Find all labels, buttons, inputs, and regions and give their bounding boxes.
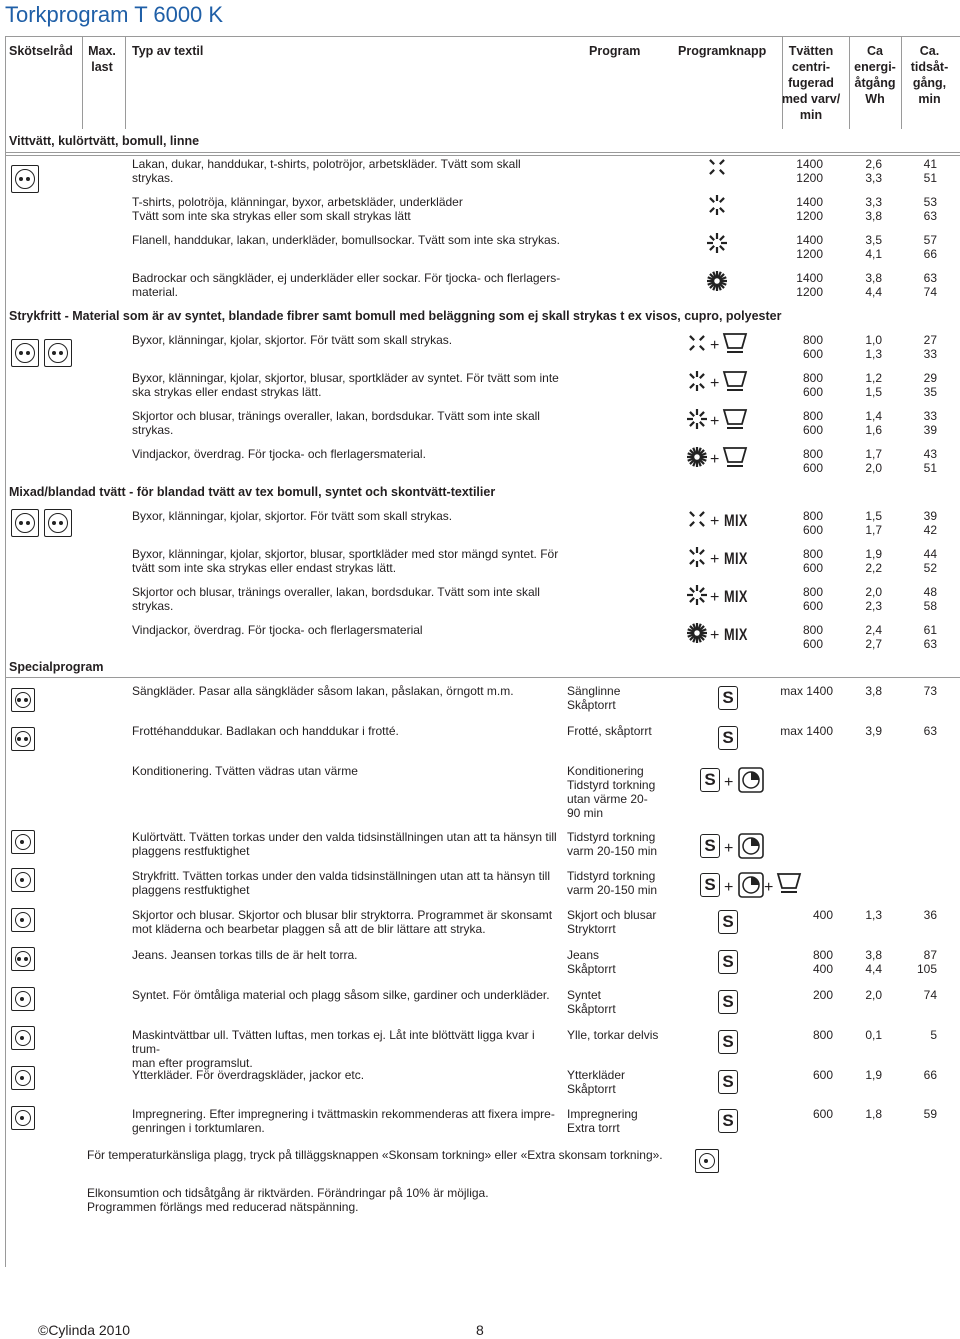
plus-sign: + bbox=[710, 513, 720, 530]
program-name: Tidstyrd torkning varm 20-150 min bbox=[567, 869, 658, 897]
extra-dry-icon bbox=[684, 446, 710, 468]
footer-copyright: ©Cylinda 2010 bbox=[38, 1322, 131, 1338]
section-mixed: Mixad/blandad tvätt - för blandad tvätt av tex bomull, syntet och skontvätt-textilier bbox=[9, 485, 496, 499]
plus-sign: + bbox=[724, 840, 734, 857]
cupboard-dry-icon bbox=[684, 584, 710, 606]
program-name: Ylle, torkar delvis bbox=[567, 1028, 659, 1042]
mix-button-label: MIX bbox=[724, 625, 748, 644]
energy-kwh: 1,5 1,7 bbox=[865, 509, 882, 537]
plus-sign: + bbox=[710, 589, 720, 606]
header-energy: Ca energi- åtgång Wh bbox=[854, 44, 896, 106]
time-min: 57 66 bbox=[923, 233, 937, 261]
program-name: Jeans Skåptorrt bbox=[567, 948, 616, 976]
energy-kwh: 1,9 2,2 bbox=[865, 547, 882, 575]
tumble-dry-normal-icon bbox=[44, 339, 72, 367]
textile-description: Byxor, klänningar, kjolar, skjortor. För tvätt som skall strykas. bbox=[132, 333, 453, 347]
spin-rpm: 1400 1200 bbox=[796, 157, 823, 185]
special-button-icon: S bbox=[700, 873, 720, 897]
tumble-dry-low-icon bbox=[11, 908, 35, 932]
header-button: Programknapp bbox=[678, 44, 767, 58]
time-min: 39 42 bbox=[923, 509, 937, 537]
time-min: 74 bbox=[923, 988, 937, 1002]
energy-kwh: 3,3 3,8 bbox=[865, 195, 882, 223]
time-min: 41 51 bbox=[923, 157, 937, 185]
tumble-dry-normal-icon bbox=[11, 688, 35, 712]
tumble-dry-low-icon bbox=[695, 1149, 719, 1173]
textile-description: Byxor, klänningar, kjolar, skjortor, blusar, sportkläder av syntet. För tvätt som inte ska strykas eller endast strykas lätt. bbox=[132, 371, 559, 399]
plus-sign: + bbox=[724, 774, 734, 791]
time-min: 29 35 bbox=[923, 371, 937, 399]
iron-dry-icon bbox=[704, 156, 730, 178]
section-white-colored: Vittvätt, kulörtvätt, bomull, linne bbox=[9, 134, 200, 148]
section-special: Specialprogram bbox=[9, 660, 104, 674]
easy-care-button-icon bbox=[722, 369, 748, 393]
special-button-icon: S bbox=[718, 686, 738, 710]
easy-care-button-icon bbox=[776, 871, 802, 895]
spin-rpm: 600 bbox=[812, 1068, 833, 1082]
extra-dry-icon bbox=[704, 270, 730, 292]
spin-rpm: 800 600 bbox=[802, 409, 823, 437]
spin-rpm: 800 600 bbox=[802, 623, 823, 651]
tumble-dry-low-icon bbox=[11, 1066, 35, 1090]
header-spin: Tvätten centri- fugerad med varv/ min bbox=[781, 44, 841, 122]
program-name: Syntet Skåptorrt bbox=[567, 988, 616, 1016]
textile-description: T-shirts, polotröja, klänningar, byxor, arbetskläder, underkläder Tvätt som inte ska strykas eller som skall strykas lätt bbox=[132, 195, 463, 223]
time-min: 43 51 bbox=[923, 447, 937, 475]
special-button-icon: S bbox=[718, 990, 738, 1014]
spin-rpm: 800 600 bbox=[802, 333, 823, 361]
timer-button-icon bbox=[738, 872, 764, 898]
extra-dry-icon bbox=[684, 622, 710, 644]
header-care: Skötselråd bbox=[9, 44, 73, 58]
textile-description: Syntet. För ömtåliga material och plagg såsom silke, gardiner och underkläder. bbox=[132, 988, 550, 1002]
energy-kwh: 1,7 2,0 bbox=[865, 447, 882, 475]
textile-description: Sängkläder. Pasar alla sängkläder såsom lakan, påslakan, örngott m.m. bbox=[132, 684, 514, 698]
energy-kwh: 1,8 bbox=[865, 1107, 882, 1121]
textile-description: Ytterkläder. För överdragskläder, jackor etc. bbox=[132, 1068, 365, 1082]
timer-button-icon bbox=[738, 833, 764, 859]
special-button-icon: S bbox=[718, 1030, 738, 1054]
light-dry-icon bbox=[704, 194, 730, 216]
spin-rpm: 800 600 bbox=[802, 371, 823, 399]
spin-rpm: 800 600 bbox=[802, 509, 823, 537]
time-min: 27 33 bbox=[923, 333, 937, 361]
spin-rpm: 1400 1200 bbox=[796, 271, 823, 299]
cupboard-dry-icon bbox=[684, 408, 710, 430]
energy-kwh: 3,8 4,4 bbox=[865, 948, 882, 976]
page-title: Torkprogram T 6000 K bbox=[5, 2, 224, 27]
energy-kwh: 1,9 bbox=[865, 1068, 882, 1082]
plus-sign: + bbox=[710, 451, 720, 468]
time-min: 44 52 bbox=[923, 547, 937, 575]
time-min: 59 bbox=[923, 1107, 937, 1121]
tumble-dry-normal-icon bbox=[44, 509, 72, 537]
spin-rpm: 1400 1200 bbox=[796, 233, 823, 261]
spin-rpm: 800 600 bbox=[802, 585, 823, 613]
spin-rpm: 200 bbox=[812, 988, 833, 1002]
textile-description: Byxor, klänningar, kjolar, skjortor, blusar, sportkläder med stor mängd syntet. För tvätt som inte ska strykas eller endast strykas lätt. bbox=[132, 547, 559, 575]
plus-sign: + bbox=[724, 879, 734, 896]
timer-button-icon bbox=[738, 767, 764, 793]
program-name: Skjort och blusar Stryktorrt bbox=[567, 908, 657, 936]
light-dry-icon bbox=[684, 546, 710, 568]
textile-description: Maskintvättbar ull. Tvätten luftas, men torkas ej. Låt inte blöttvätt ligga kvar i trum- man efter programslut. bbox=[132, 1028, 535, 1070]
energy-kwh: 1,4 1,6 bbox=[865, 409, 882, 437]
program-name: Tidstyrd torkning varm 20-150 min bbox=[567, 830, 658, 858]
note-estimates: Elkonsumtion och tidsåtgång är riktvärden. Förändringar på 10% är möjliga. Programmen förlängs med reducerad nätspänning. bbox=[87, 1186, 489, 1214]
special-button-icon: S bbox=[718, 1070, 738, 1094]
light-dry-icon bbox=[684, 370, 710, 392]
program-name: Impregnering Extra torrt bbox=[567, 1107, 638, 1135]
spin-rpm: 400 bbox=[812, 908, 833, 922]
plus-sign: + bbox=[710, 375, 720, 392]
tumble-dry-low-icon bbox=[11, 868, 35, 892]
header-time: Ca. tidsåt- gång, min bbox=[910, 44, 949, 106]
header-type: Typ av textil bbox=[132, 44, 204, 58]
energy-kwh: 1,3 bbox=[865, 908, 882, 922]
textile-description: Strykfritt. Tvätten torkas under den valda tidsinställningen utan att ta hänsyn till plaggens restfuktighet bbox=[132, 869, 551, 897]
tumble-dry-low-icon bbox=[11, 1026, 35, 1050]
plus-sign: + bbox=[764, 879, 774, 896]
spin-rpm: 1400 1200 bbox=[796, 195, 823, 223]
energy-kwh: 3,8 bbox=[865, 684, 882, 698]
tumble-dry-low-icon bbox=[11, 1106, 35, 1130]
time-min: 73 bbox=[923, 684, 937, 698]
textile-description: Jeans. Jeansen torkas tills de är helt torra. bbox=[132, 948, 358, 962]
mix-button-label: MIX bbox=[724, 587, 748, 606]
special-button-icon: S bbox=[700, 834, 720, 858]
spin-rpm: max 1400 bbox=[780, 684, 833, 698]
time-min: 61 63 bbox=[923, 623, 937, 651]
textile-description: Frottéhanddukar. Badlakan och handdukar i frotté. bbox=[132, 724, 399, 738]
tumble-dry-normal-icon bbox=[11, 339, 39, 367]
tumble-dry-low-icon bbox=[11, 830, 35, 854]
textile-description: Skjortor och blusar, tränings overaller, lakan, bordsdukar. Tvätt som inte skall strykas. bbox=[132, 409, 540, 437]
special-button-icon: S bbox=[718, 950, 738, 974]
time-min: 66 bbox=[923, 1068, 937, 1082]
spin-rpm: 800 600 bbox=[802, 447, 823, 475]
time-min: 63 bbox=[923, 724, 937, 738]
textile-description: Impregnering. Efter impregnering i tvättmaskin rekommenderas att fixera impre- genringen i torktumlaren. bbox=[132, 1107, 555, 1135]
energy-kwh: 2,0 2,3 bbox=[865, 585, 882, 613]
program-name: Frotté, skåptorrt bbox=[567, 724, 652, 738]
plus-sign: + bbox=[710, 413, 720, 430]
textile-description: Badrockar och sängkläder, ej underkläder eller sockar. För tjocka- och flerlagers- material. bbox=[132, 271, 561, 299]
tumble-dry-low-icon bbox=[11, 987, 35, 1011]
tumble-dry-normal-icon bbox=[11, 947, 35, 971]
easy-care-button-icon bbox=[722, 445, 748, 469]
energy-kwh: 2,0 bbox=[865, 988, 882, 1002]
section-easy-care: Strykfritt - Material som är av syntet, blandade fibrer samt bomull med beläggning som ej skall strykas t ex visos, cupro, polyester bbox=[9, 309, 782, 323]
textile-description: Skjortor och blusar. Skjortor och blusar blir stryktorra. Programmet är skonsamt mot kläderna och bearbetar plaggen så att de blir lättare att stryka. bbox=[132, 908, 553, 936]
time-min: 48 58 bbox=[923, 585, 937, 613]
plus-sign: + bbox=[710, 337, 720, 354]
easy-care-button-icon bbox=[722, 331, 748, 355]
tumble-dry-normal-icon bbox=[11, 165, 39, 193]
energy-kwh: 0,1 bbox=[865, 1028, 882, 1042]
special-button-icon: S bbox=[700, 768, 720, 792]
textile-description: Vindjackor, överdrag. För tjocka- och flerlagersmaterial bbox=[132, 623, 423, 637]
iron-dry-icon bbox=[684, 508, 710, 530]
textile-description: Skjortor och blusar, tränings overaller, lakan, bordsdukar. Tvätt som inte skall strykas. bbox=[132, 585, 540, 613]
tumble-dry-normal-icon bbox=[11, 727, 35, 751]
textile-description: Flanell, handdukar, lakan, underkläder, bomullsockar. Tvätt som inte ska strykas. bbox=[132, 233, 560, 247]
energy-kwh: 2,4 2,7 bbox=[865, 623, 882, 651]
special-button-icon: S bbox=[718, 1109, 738, 1133]
program-name: Konditionering Tidstyrd torkning utan värme 20- 90 min bbox=[567, 764, 656, 820]
plus-sign: + bbox=[710, 551, 720, 568]
energy-kwh: 3,5 4,1 bbox=[865, 233, 882, 261]
mix-button-label: MIX bbox=[724, 549, 748, 568]
spin-rpm: 800 400 bbox=[812, 948, 833, 976]
energy-kwh: 1,2 1,5 bbox=[865, 371, 882, 399]
energy-kwh: 1,0 1,3 bbox=[865, 333, 882, 361]
time-min: 87 105 bbox=[916, 948, 937, 976]
textile-description: Vindjackor, överdrag. För tjocka- och flerlagersmaterial. bbox=[132, 447, 426, 461]
spin-rpm: max 1400 bbox=[780, 724, 833, 738]
textile-description: Byxor, klänningar, kjolar, skjortor. För tvätt som skall strykas. bbox=[132, 509, 453, 523]
time-min: 33 39 bbox=[923, 409, 937, 437]
energy-kwh: 2,6 3,3 bbox=[865, 157, 882, 185]
time-min: 53 63 bbox=[923, 195, 937, 223]
energy-kwh: 3,9 bbox=[865, 724, 882, 738]
special-button-icon: S bbox=[718, 726, 738, 750]
tumble-dry-normal-icon bbox=[11, 509, 39, 537]
cupboard-dry-icon bbox=[704, 232, 730, 254]
note-sensitive: För temperaturkänsliga plagg, tryck på tilläggsknappen «Skonsam torkning» eller «Extra skonsam torkning». bbox=[87, 1148, 663, 1162]
plus-sign: + bbox=[710, 627, 720, 644]
spin-rpm: 800 600 bbox=[802, 547, 823, 575]
special-button-icon: S bbox=[718, 910, 738, 934]
energy-kwh: 3,8 4,4 bbox=[865, 271, 882, 299]
header-program: Program bbox=[589, 44, 641, 58]
program-name: Ytterkläder Skåptorrt bbox=[567, 1068, 626, 1096]
textile-description: Lakan, dukar, handdukar, t-shirts, polotröjor, arbetskläder. Tvätt som skall strykas. bbox=[132, 157, 521, 185]
easy-care-button-icon bbox=[722, 407, 748, 431]
time-min: 36 bbox=[923, 908, 937, 922]
time-min: 63 74 bbox=[923, 271, 937, 299]
header-maxload: Max. last bbox=[88, 44, 116, 74]
spin-rpm: 600 bbox=[812, 1107, 833, 1121]
textile-description: Konditionering. Tvätten vädras utan värme bbox=[132, 764, 358, 778]
textile-description: Kulörtvätt. Tvätten torkas under den valda tidsinställningen utan att ta hänsyn till plaggens restfuktighet bbox=[132, 830, 557, 858]
program-name: Sänglinne Skåptorrt bbox=[567, 684, 621, 712]
iron-dry-icon bbox=[684, 332, 710, 354]
mix-button-label: MIX bbox=[724, 511, 748, 530]
time-min: 5 bbox=[930, 1028, 937, 1042]
spin-rpm: 800 bbox=[812, 1028, 833, 1042]
page-number: 8 bbox=[476, 1322, 484, 1338]
